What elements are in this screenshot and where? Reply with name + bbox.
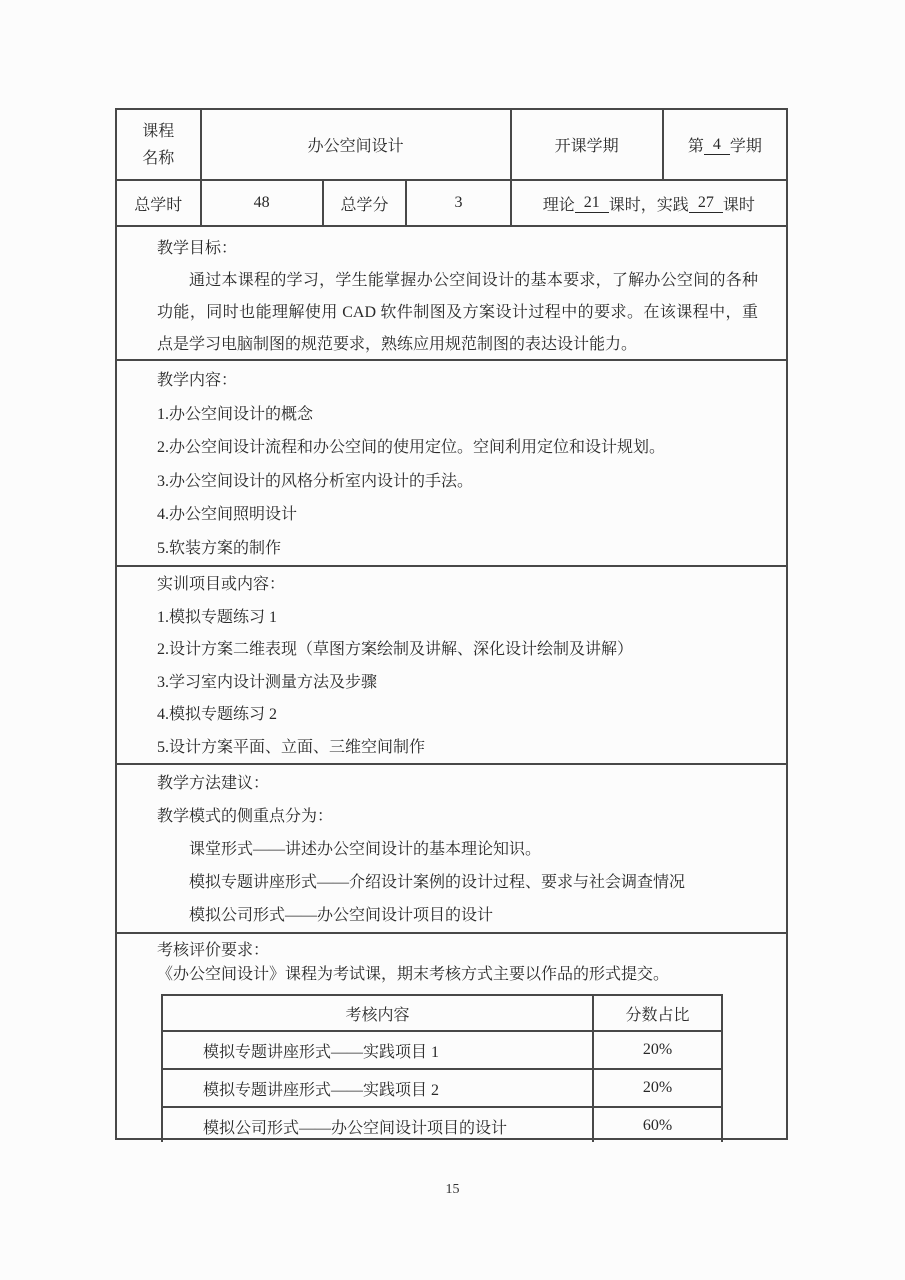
total-hours-label: 总学时 bbox=[134, 196, 183, 214]
teaching-method-item: 课堂形式——讲述办公空间设计的基本理论知识。 bbox=[189, 841, 542, 858]
teaching-objectives-section bbox=[117, 225, 786, 359]
teaching-objectives-paragraph: 通过本课程的学习，学生能掌握办公空间设计的基本要求，了解办公空间的各种功能，同时也能理解使用 CAD 软件制图及方案设计过程中的要求。在该课程中，重点是学习电脑制图的规范要求，熟练应用规范制图的表达设计能力。 bbox=[157, 272, 758, 353]
course-syllabus-table bbox=[115, 108, 788, 1140]
training-projects-section bbox=[117, 565, 786, 763]
course-name-value: 办公空间设计 bbox=[307, 138, 404, 155]
semester-value-cell bbox=[664, 110, 786, 179]
training-project-item: 3.学习室内设计测量方法及步骤 bbox=[157, 673, 378, 691]
teaching-method-item: 模拟专题讲座形式——介绍设计案例的设计过程、要求与社会调查情况 bbox=[189, 874, 686, 891]
course-name-label-cell bbox=[117, 110, 202, 179]
course-header-row bbox=[117, 110, 786, 179]
semester-label: 开课学期 bbox=[554, 138, 619, 155]
assessment-table-row bbox=[163, 1030, 721, 1068]
assessment-row-score: 20% bbox=[642, 1041, 673, 1058]
assessment-row-score: 20% bbox=[642, 1079, 673, 1096]
teaching-methods-subtitle: 教学模式的侧重点分为： bbox=[157, 808, 334, 825]
assessment-table-row bbox=[163, 1106, 721, 1142]
assessment-table bbox=[161, 994, 723, 1142]
training-projects-title: 实训项目或内容： bbox=[157, 576, 286, 593]
hours-credits-row bbox=[117, 179, 786, 225]
teaching-content-item: 5.软装方案的制作 bbox=[157, 539, 282, 557]
total-hours-value-cell bbox=[202, 181, 324, 225]
training-project-item: 2.设计方案二维表现（草图方案绘制及讲解、深化设计绘制及讲解） bbox=[157, 641, 634, 658]
semester-prefix: 第 bbox=[687, 138, 704, 155]
total-hours-label-cell bbox=[117, 181, 202, 225]
semester-suffix: 学期 bbox=[729, 138, 762, 155]
assessment-table-row bbox=[163, 1068, 721, 1106]
theory-practice-hours-cell bbox=[512, 181, 786, 225]
semester-number: 4 bbox=[704, 135, 730, 155]
assessment-table-header-row bbox=[163, 996, 721, 1030]
teaching-objectives-title: 教学目标： bbox=[157, 240, 238, 257]
total-credits-label-cell bbox=[324, 181, 408, 225]
hours-suffix-label: 课时 bbox=[722, 196, 755, 214]
assessment-score-header: 分数占比 bbox=[625, 1006, 690, 1024]
teaching-content-section bbox=[117, 359, 786, 565]
teaching-content-item: 4.办公空间照明设计 bbox=[157, 506, 298, 523]
theory-hours-value: 21 bbox=[575, 193, 609, 213]
course-name-value-cell bbox=[202, 110, 512, 179]
practice-hours-value: 27 bbox=[689, 193, 723, 213]
teaching-content-item: 2.办公空间设计流程和办公空间的使用定位。空间利用定位和设计规划。 bbox=[157, 439, 666, 456]
teaching-method-item: 模拟公司形式——办公空间设计项目的设计 bbox=[189, 907, 494, 924]
assessment-row-score: 60% bbox=[642, 1117, 673, 1134]
total-credits-value: 3 bbox=[454, 194, 463, 211]
teaching-content-item: 3.办公空间设计的风格分析室内设计的手法。 bbox=[157, 472, 474, 490]
assessment-content-header: 考核内容 bbox=[163, 996, 594, 1030]
teaching-methods-title: 教学方法建议： bbox=[157, 775, 270, 792]
hours-mid-label: 课时，实践 bbox=[608, 196, 689, 214]
course-name-label-line1: 课程 bbox=[142, 122, 175, 140]
assessment-title: 考核评价要求： bbox=[157, 942, 270, 959]
assessment-row-content: 模拟专题讲座形式——实践项目 1 bbox=[163, 1032, 594, 1068]
assessment-row-content: 模拟专题讲座形式——实践项目 2 bbox=[163, 1070, 594, 1106]
teaching-content-item: 1.办公空间设计的概念 bbox=[157, 405, 314, 423]
training-project-item: 1.模拟专题练习 1 bbox=[157, 608, 278, 626]
semester-label-cell bbox=[512, 110, 664, 179]
total-credits-label: 总学分 bbox=[340, 196, 389, 214]
assessment-intro: 《办公空间设计》课程为考试课，期末考核方式主要以作品的形式提交。 bbox=[157, 966, 670, 983]
assessment-section bbox=[117, 932, 786, 1142]
training-project-item: 5.设计方案平面、立面、三维空间制作 bbox=[157, 738, 426, 756]
teaching-methods-section bbox=[117, 763, 786, 932]
assessment-row-content: 模拟公司形式——办公空间设计项目的设计 bbox=[163, 1108, 594, 1142]
training-project-item: 4.模拟专题练习 2 bbox=[157, 706, 278, 723]
course-name-label-line2: 名称 bbox=[142, 149, 175, 167]
page-number: 15 bbox=[445, 1182, 460, 1197]
total-hours-value: 48 bbox=[253, 194, 270, 211]
teaching-content-title: 教学内容： bbox=[157, 372, 238, 389]
theory-label: 理论 bbox=[542, 196, 575, 214]
total-credits-value-cell bbox=[407, 181, 511, 225]
